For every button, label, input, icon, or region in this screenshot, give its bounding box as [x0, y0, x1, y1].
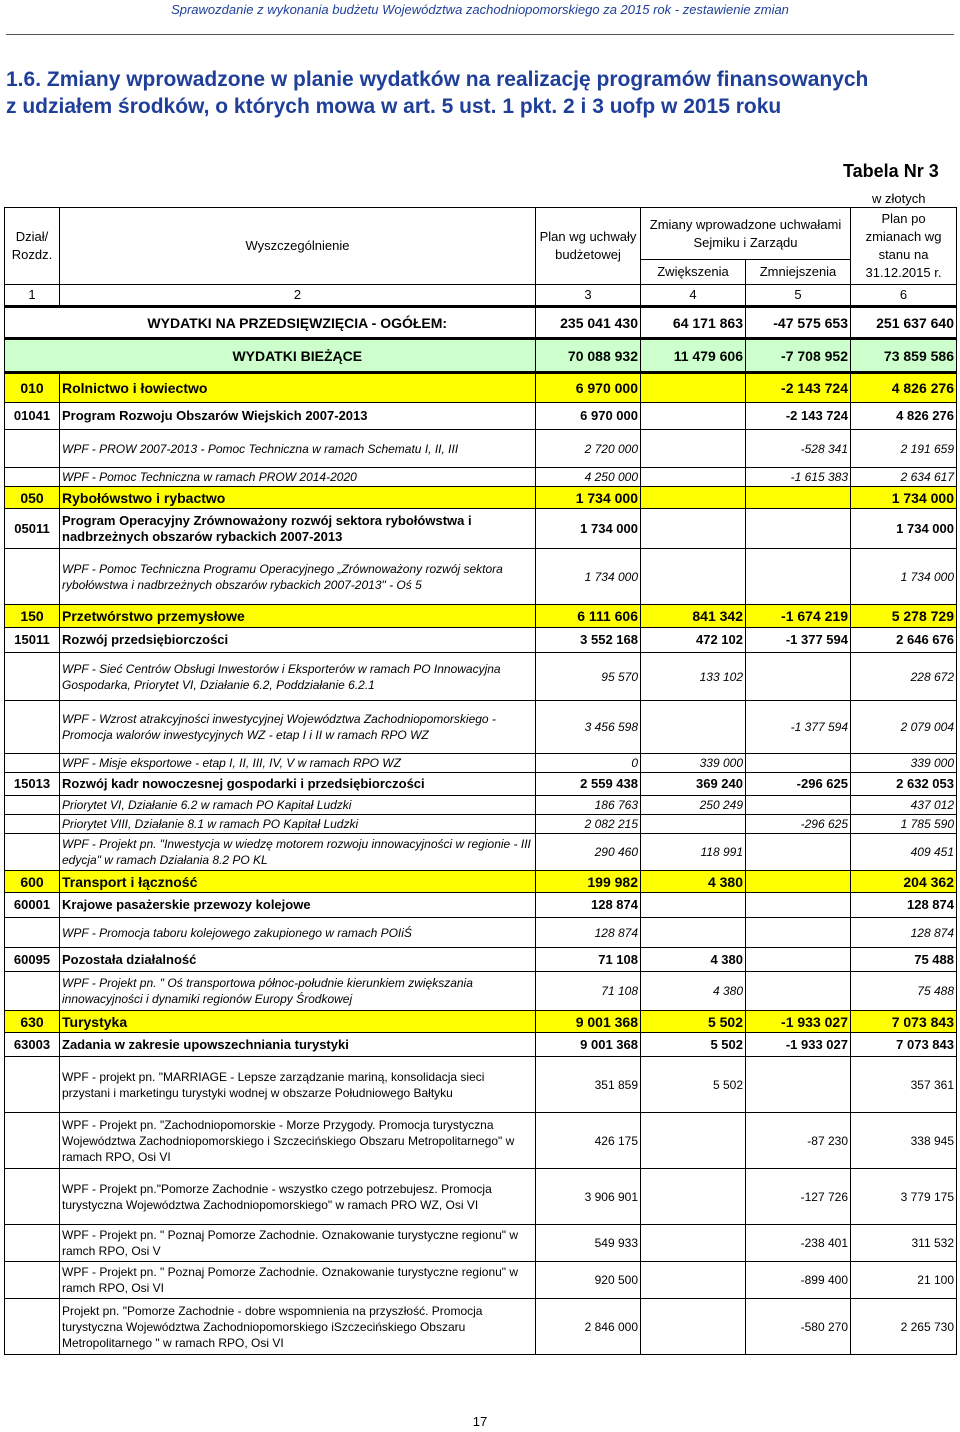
- rozdzial-row: [5, 893, 957, 918]
- row-plan: 1 734 000: [536, 487, 641, 509]
- row-plan: 290 460: [536, 834, 641, 871]
- row-code: [5, 468, 60, 487]
- row-plan: 2 082 215: [536, 815, 641, 834]
- row-plan-po: 437 012: [851, 796, 957, 815]
- row-name: Priorytet VIII, Działanie 8.1 w ramach PO Kapitał Ludzki: [60, 815, 536, 834]
- rozdzial-row: [5, 403, 957, 430]
- row-name: WPF - Misje eksportowe - etap I, II, III, IV, V w ramach RPO WZ: [60, 754, 536, 773]
- biezace-label: WYDATKI BIEŻĄCE: [60, 339, 536, 373]
- row-code: [5, 1113, 60, 1169]
- row-plan-po: 5 278 729: [851, 605, 957, 628]
- row-plan: 1 734 000: [536, 509, 641, 549]
- row-zmniejszenia: -1 377 594: [746, 628, 851, 653]
- row-name: Rozwój przedsiębiorczości: [60, 628, 536, 653]
- row-zmniejszenia: -127 726: [746, 1169, 851, 1225]
- row-zmniejszenia: -899 400: [746, 1262, 851, 1299]
- row-code: 010: [5, 373, 60, 403]
- row-code: [5, 1262, 60, 1299]
- row-zmniejszenia: [746, 796, 851, 815]
- row-zwiekszenia: 841 342: [641, 605, 746, 628]
- row-code: [5, 815, 60, 834]
- row-zwiekszenia: 133 102: [641, 653, 746, 701]
- row-zmniejszenia: [746, 653, 851, 701]
- row-code: [5, 1169, 60, 1225]
- row-code: 60095: [5, 948, 60, 972]
- row-zmniejszenia: -2 143 724: [746, 373, 851, 403]
- row-plan: 4 250 000: [536, 468, 641, 487]
- row-code: 05011: [5, 509, 60, 549]
- row-name: WPF - PROW 2007-2013 - Pomoc Techniczna w ramach Schematu I, II, III: [60, 430, 536, 468]
- row-zmniejszenia: -296 625: [746, 773, 851, 796]
- col-number: 6: [851, 285, 957, 307]
- row-plan-po: 21 100: [851, 1262, 957, 1299]
- row-code: 60001: [5, 893, 60, 918]
- row-zmniejszenia: [746, 1057, 851, 1113]
- row-plan: 1 734 000: [536, 549, 641, 605]
- row-zmniejszenia: [746, 549, 851, 605]
- row-plan-po: 75 488: [851, 948, 957, 972]
- row-plan-po: 2 265 730: [851, 1299, 957, 1355]
- row-plan: 426 175: [536, 1113, 641, 1169]
- dzial-row: [5, 487, 957, 509]
- unit-label: w złotych: [872, 191, 926, 206]
- row-code: [5, 653, 60, 701]
- row-zwiekszenia: [641, 487, 746, 509]
- biezace-zwiekszenia: 11 479 606: [641, 339, 746, 373]
- col-number: 4: [641, 285, 746, 307]
- row-name: WPF - Wzrost atrakcyjności inwestycyjnej Województwa Zachodniopomorskiego - Promocja walorów inwestycyjnych WZ - etap I i II w ramach RPO WZ: [60, 701, 536, 754]
- row-zmniejszenia: [746, 834, 851, 871]
- row-plan-po: 1 734 000: [851, 487, 957, 509]
- row-code: 63003: [5, 1033, 60, 1057]
- total-label: WYDATKI NA PRZEDSIĘWZIĘCIA - OGÓŁEM:: [60, 307, 536, 339]
- row-name: Rolnictwo i łowiectwo: [60, 373, 536, 403]
- project-row: [5, 1225, 957, 1262]
- row-zwiekszenia: 250 249: [641, 796, 746, 815]
- row-name: Program Rozwoju Obszarów Wiejskich 2007-2013: [60, 403, 536, 430]
- row-plan: 3 456 598: [536, 701, 641, 754]
- row-plan-po: 4 826 276: [851, 373, 957, 403]
- row-zmniejszenia: [746, 948, 851, 972]
- rozdzial-row: [5, 948, 957, 972]
- row-plan: 71 108: [536, 972, 641, 1011]
- row-name: WPF - projekt pn. "MARRIAGE - Lepsze zarządzanie mariną, konsolidacja sieci przystani i marketingu turystyki wodnej w obszarze Południowego Bałtyku: [60, 1057, 536, 1113]
- row-code: [5, 972, 60, 1011]
- header-rule: [6, 34, 954, 35]
- project-row: [5, 1169, 957, 1225]
- row-name: WPF - Pomoc Techniczna Programu Operacyjnego „Zrównoważony rozwój sektora rybołówstwa i nadbrzeżnych obszarów rybackich 2007-2013" - Oś 5: [60, 549, 536, 605]
- project-row: [5, 653, 957, 701]
- row-plan-po: 2 634 617: [851, 468, 957, 487]
- row-plan-po: 2 646 676: [851, 628, 957, 653]
- row-zwiekszenia: 369 240: [641, 773, 746, 796]
- row-plan-po: 204 362: [851, 871, 957, 893]
- row-plan: 2 559 438: [536, 773, 641, 796]
- row-zwiekszenia: 339 000: [641, 754, 746, 773]
- total-row: [5, 307, 957, 339]
- row-code: 150: [5, 605, 60, 628]
- row-zmniejszenia: -87 230: [746, 1113, 851, 1169]
- row-plan-po: 3 779 175: [851, 1169, 957, 1225]
- row-plan: 920 500: [536, 1262, 641, 1299]
- row-zmniejszenia: -528 341: [746, 430, 851, 468]
- row-code: 630: [5, 1011, 60, 1033]
- col-number: 3: [536, 285, 641, 307]
- row-zmniejszenia: [746, 509, 851, 549]
- row-plan: 71 108: [536, 948, 641, 972]
- row-name: Projekt pn. "Pomorze Zachodnie - dobre wspomnienia na przyszłość. Promocja turystyczna Województwa Zachodniopomorskiego iSzczecińskiego Obszaru Metropolitarnego " w ramach RPO, Osi VI: [60, 1299, 536, 1355]
- row-zmniejszenia: -1 674 219: [746, 605, 851, 628]
- row-plan: 9 001 368: [536, 1011, 641, 1033]
- row-plan: 6 111 606: [536, 605, 641, 628]
- project-row: [5, 754, 957, 773]
- row-code: [5, 701, 60, 754]
- row-zwiekszenia: 4 380: [641, 871, 746, 893]
- row-name: Priorytet VI, Działanie 6.2 w ramach PO Kapitał Ludzki: [60, 796, 536, 815]
- biezace-plan: 70 088 932: [536, 339, 641, 373]
- row-zwiekszenia: [641, 468, 746, 487]
- row-zwiekszenia: 5 502: [641, 1057, 746, 1113]
- row-code: [5, 918, 60, 948]
- row-plan: 199 982: [536, 871, 641, 893]
- row-zmniejszenia: [746, 893, 851, 918]
- row-plan-po: 2 632 053: [851, 773, 957, 796]
- dzial-row: [5, 871, 957, 893]
- row-name: Program Operacyjny Zrównoważony rozwój sektora rybołówstwa i nadbrzeżnych obszarów rybackich 2007-2013: [60, 509, 536, 549]
- col-number: 1: [5, 285, 60, 307]
- rozdzial-row: [5, 628, 957, 653]
- row-name: WPF - Pomoc Techniczna w ramach PROW 2014-2020: [60, 468, 536, 487]
- row-name: Pozostała działalność: [60, 948, 536, 972]
- row-zmniejszenia: [746, 754, 851, 773]
- expenditure-table: [4, 207, 957, 1355]
- dzial-row: [5, 1011, 957, 1033]
- project-row: [5, 1299, 957, 1355]
- row-zwiekszenia: [641, 403, 746, 430]
- row-zwiekszenia: 5 502: [641, 1033, 746, 1057]
- row-code: [5, 1299, 60, 1355]
- row-code: [5, 1225, 60, 1262]
- row-zwiekszenia: [641, 430, 746, 468]
- col-number: 2: [60, 285, 536, 307]
- row-name: WPF - Projekt pn. " Poznaj Pomorze Zachodnie. Oznakowanie turystyczne regionu" w ramch RPO, Osi VI: [60, 1262, 536, 1299]
- row-plan: 6 970 000: [536, 403, 641, 430]
- row-zwiekszenia: 4 380: [641, 972, 746, 1011]
- row-zwiekszenia: [641, 893, 746, 918]
- section-title-line-1: 1.6. Zmiany wprowadzone w planie wydatków na realizację programów finansowanych: [6, 68, 869, 91]
- row-zwiekszenia: [641, 701, 746, 754]
- row-plan: 351 859: [536, 1057, 641, 1113]
- project-row: [5, 549, 957, 605]
- row-plan-po: 228 672: [851, 653, 957, 701]
- row-plan-po: 75 488: [851, 972, 957, 1011]
- row-code: 15011: [5, 628, 60, 653]
- row-code: 01041: [5, 403, 60, 430]
- row-name: WPF - Sieć Centrów Obsługi Inwestorów i Eksporterów w ramach PO Innowacyjna Gospodarka, Priorytet VI, Działanie 6.2, Poddziałanie 6.2.1: [60, 653, 536, 701]
- project-row: [5, 918, 957, 948]
- row-code: [5, 796, 60, 815]
- total-zwiekszenia: 64 171 863: [641, 307, 746, 339]
- header-plan: Plan wg uchwały budżetowej: [536, 208, 641, 285]
- row-zwiekszenia: [641, 509, 746, 549]
- row-zwiekszenia: [641, 1225, 746, 1262]
- table-number: Tabela Nr 3: [843, 161, 939, 181]
- header-dzial: Dział/ Rozdz.: [5, 208, 60, 285]
- row-name: WPF - Promocja taboru kolejowego zakupionego w ramach POIiŚ: [60, 918, 536, 948]
- header-plan-po: Plan po zmianach wg stanu na 31.12.2015 r.: [851, 208, 957, 285]
- row-plan-po: 1 734 000: [851, 509, 957, 549]
- page-number: 17: [472, 1414, 488, 1429]
- row-code: [5, 1057, 60, 1113]
- row-name: WPF - Projekt pn. "Inwestycja w wiedzę motorem rozwoju innowacyjności w regionie - III edycja" w ramach Działania 8.2 PO KL: [60, 834, 536, 871]
- row-name: Zadania w zakresie upowszechniania turystyki: [60, 1033, 536, 1057]
- header-zmniejszenia: Zmniejszenia: [746, 260, 851, 285]
- row-zmniejszenia: [746, 487, 851, 509]
- header-wyszczegolnienie: Wyszczególnienie: [60, 208, 536, 285]
- row-zwiekszenia: [641, 815, 746, 834]
- project-row: [5, 815, 957, 834]
- row-name: Krajowe pasażerskie przewozy kolejowe: [60, 893, 536, 918]
- biezace-zmniejszenia: -7 708 952: [746, 339, 851, 373]
- row-name: Transport i łączność: [60, 871, 536, 893]
- row-name: WPF - Projekt pn. "Zachodniopomorskie - Morze Przygody. Promocja turystyczna Województwa Zachodniopomorskiego i Szczecińskiego Obszaru Metropolitarnego" w ramach RPO, Osi VI: [60, 1113, 536, 1169]
- project-row: [5, 1057, 957, 1113]
- biezace-code: [5, 339, 60, 373]
- header-zmiany: Zmiany wprowadzone uchwałami Sejmiku i Zarządu: [641, 208, 851, 260]
- total-zmniejszenia: -47 575 653: [746, 307, 851, 339]
- row-zmniejszenia: -2 143 724: [746, 403, 851, 430]
- project-row: [5, 468, 957, 487]
- row-zwiekszenia: [641, 1262, 746, 1299]
- row-zmniejszenia: -238 401: [746, 1225, 851, 1262]
- row-name: Turystyka: [60, 1011, 536, 1033]
- row-plan: 9 001 368: [536, 1033, 641, 1057]
- row-zwiekszenia: [641, 918, 746, 948]
- col-number: 5: [746, 285, 851, 307]
- row-plan-po: 1 785 590: [851, 815, 957, 834]
- dzial-row: [5, 373, 957, 403]
- project-row: [5, 834, 957, 871]
- project-row: [5, 972, 957, 1011]
- row-zmniejszenia: -1 933 027: [746, 1033, 851, 1057]
- row-plan-po: 4 826 276: [851, 403, 957, 430]
- row-plan-po: 128 874: [851, 918, 957, 948]
- row-zwiekszenia: 5 502: [641, 1011, 746, 1033]
- row-plan: 2 720 000: [536, 430, 641, 468]
- project-row: [5, 796, 957, 815]
- total-code: [5, 307, 60, 339]
- running-header: Sprawozdanie z wykonania budżetu Województwa zachodniopomorskiego za 2015 rok - zestawienie zmian: [171, 2, 789, 17]
- row-name: Rozwój kadr nowoczesnej gospodarki i przedsiębiorczości: [60, 773, 536, 796]
- rozdzial-row: [5, 1033, 957, 1057]
- row-zwiekszenia: [641, 373, 746, 403]
- row-plan-po: 409 451: [851, 834, 957, 871]
- project-row: [5, 701, 957, 754]
- row-zmniejszenia: [746, 918, 851, 948]
- row-code: 15013: [5, 773, 60, 796]
- row-zwiekszenia: [641, 1299, 746, 1355]
- row-code: 050: [5, 487, 60, 509]
- total-plan-po: 251 637 640: [851, 307, 957, 339]
- row-plan-po: 2 079 004: [851, 701, 957, 754]
- row-zwiekszenia: 472 102: [641, 628, 746, 653]
- row-zmniejszenia: -296 625: [746, 815, 851, 834]
- row-name: Rybołówstwo i rybactwo: [60, 487, 536, 509]
- row-name: WPF - Projekt pn. " Poznaj Pomorze Zachodnie. Oznakowanie turystyczne regionu" w ramch RPO, Osi V: [60, 1225, 536, 1262]
- row-plan-po: 311 532: [851, 1225, 957, 1262]
- row-code: [5, 834, 60, 871]
- row-zmniejszenia: -1 377 594: [746, 701, 851, 754]
- row-name: WPF - Projekt pn."Pomorze Zachodnie - wszystko czego potrzebujesz. Promocja turystyczna Województwa Zachodniopomorskiego" w ramach PRO WZ, Osi VI: [60, 1169, 536, 1225]
- row-plan: 3 906 901: [536, 1169, 641, 1225]
- biezace-plan-po: 73 859 586: [851, 339, 957, 373]
- row-zmniejszenia: [746, 871, 851, 893]
- row-plan-po: 1 734 000: [851, 549, 957, 605]
- row-code: [5, 549, 60, 605]
- biezace-row: [5, 339, 957, 373]
- project-row: [5, 1262, 957, 1299]
- row-plan-po: 357 361: [851, 1057, 957, 1113]
- row-plan: 0: [536, 754, 641, 773]
- row-plan-po: 7 073 843: [851, 1011, 957, 1033]
- row-plan: 549 933: [536, 1225, 641, 1262]
- row-zwiekszenia: [641, 1113, 746, 1169]
- project-row: [5, 430, 957, 468]
- row-plan: 128 874: [536, 918, 641, 948]
- row-code: 600: [5, 871, 60, 893]
- row-zmniejszenia: -1 933 027: [746, 1011, 851, 1033]
- dzial-row: [5, 605, 957, 628]
- section-title-line-2: z udziałem środków, o których mowa w art. 5 ust. 1 pkt. 2 i 3 uofp w 2015 roku: [6, 95, 782, 118]
- row-zmniejszenia: -580 270: [746, 1299, 851, 1355]
- row-code: [5, 430, 60, 468]
- row-code: [5, 754, 60, 773]
- row-plan: 2 846 000: [536, 1299, 641, 1355]
- header-zwiekszenia: Zwiększenia: [641, 260, 746, 285]
- row-plan: 186 763: [536, 796, 641, 815]
- row-plan-po: 7 073 843: [851, 1033, 957, 1057]
- row-plan-po: 128 874: [851, 893, 957, 918]
- row-zwiekszenia: [641, 549, 746, 605]
- row-plan-po: 338 945: [851, 1113, 957, 1169]
- row-plan: 95 570: [536, 653, 641, 701]
- row-zmniejszenia: -1 615 383: [746, 468, 851, 487]
- rozdzial-row: [5, 509, 957, 549]
- project-row: [5, 1113, 957, 1169]
- row-zwiekszenia: [641, 1169, 746, 1225]
- row-zwiekszenia: 4 380: [641, 948, 746, 972]
- section-title: [6, 66, 956, 120]
- row-zmniejszenia: [746, 972, 851, 1011]
- rozdzial-row: [5, 773, 957, 796]
- row-name: Przetwórstwo przemysłowe: [60, 605, 536, 628]
- row-plan: 6 970 000: [536, 373, 641, 403]
- row-name: WPF - Projekt pn. " Oś transportowa północ-południe kierunkiem zwiększania innowacyjności i dynamiki regionów Europy Środkowej: [60, 972, 536, 1011]
- row-plan-po: 2 191 659: [851, 430, 957, 468]
- row-plan: 128 874: [536, 893, 641, 918]
- row-zwiekszenia: 118 991: [641, 834, 746, 871]
- row-plan: 3 552 168: [536, 628, 641, 653]
- total-plan: 235 041 430: [536, 307, 641, 339]
- row-plan-po: 339 000: [851, 754, 957, 773]
